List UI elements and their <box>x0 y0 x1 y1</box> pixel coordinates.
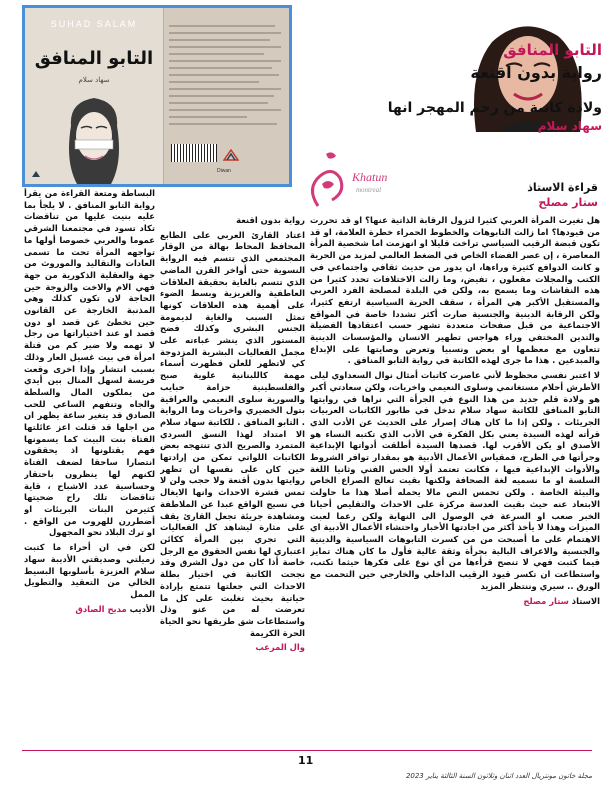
signature-label: الأديب <box>129 603 155 614</box>
gagged-face-illustration <box>63 92 125 184</box>
book-cover-image <box>22 5 292 187</box>
article-title-line4: سهاد سلام <box>537 119 602 133</box>
signature-label: الاستاذ <box>571 595 600 606</box>
cover-author-en: SUHAD SALAM <box>50 19 138 29</box>
footer-issue-text: مجلة خاتون مونتريال العدد اثنان وثلاثون السنة الثالثة يناير 2023 <box>405 772 592 780</box>
byline-label: قراءة الاستاذ <box>527 181 598 194</box>
barcode-icon <box>171 144 217 162</box>
signature-middle: وال المرعب <box>255 642 305 653</box>
cover-author-ar: سهاد سلام <box>78 76 110 84</box>
paragraph-heading: رواية بدون اقنعة <box>236 215 305 225</box>
signature-name: ستار مصلح <box>523 595 569 606</box>
article-title-line3: ولادة كاتبة من رحم المهجر انها <box>387 100 602 116</box>
signature-left <box>24 604 155 616</box>
signature-right <box>310 596 600 608</box>
paragraph: هل تغيرت المرأة العربي كثيرا لتزول الرقابة الذاتية عنها؟ او قد تحررت من قيودها؟ اما زالت التابوهات والخطوط الحمراء خطرة العلامة، او قد تكون قبضة الرقيب السياسي تراخت قليلا او انهزمت اما شخصية المرأة المعاصرة ، إن عصر الفضاء الخاص في الضغط العالمي لمزيد من الحرية و كانت الدوافع كثيرة وراءها، ان يدور من حديث ثقافي واجتماعي في الكتب والمجلات مفعلون ، تفيض، وما زالت الاختلافات تحدد كثيرا من هذه النقاشات وما يسمح به، ولكن في البلدة لمصلحة الفرد العربي والمستقبل الأكبر هي المرأة ، سقف الحرية السياسية ارتفع كثيرا، ولكن الرقابة الدينية والجنسية صارت أكثر تشددا خاصة في المواقع الاجتماعية من قبل صفحات متعددة تشهر حسب اعتقادها الفضيلة والتدين المختفي وراء هواجس تطهير الانسان والمؤسسات الدينية تتعاون مع معظمها او بعض ونسبيا وتعرض وصايتها على الإبداع والمبدعين . هذا ما جرى لهذه الكاتبة في رواية التابو المنافق . <box>310 215 600 366</box>
publisher-mark-icon <box>31 170 41 178</box>
logo-text: Khatun <box>352 170 388 184</box>
byline-name: ستار مصلح <box>538 196 598 209</box>
footer-divider <box>22 750 592 751</box>
byline <box>527 180 598 210</box>
cover-title: التابو المنافق <box>34 48 154 69</box>
article-column-left <box>24 188 155 750</box>
page-number: 11 <box>298 754 314 767</box>
publisher-logo-icon <box>223 148 239 162</box>
paragraph: لا اعتبر نفسي محظوظ لأني عاصرت كاتبات أمثال نوال السعداوي ليلى الأطرش أحلام مستغانمي وسلوى النعيمي واخريات، ولكن سعادتي أكبر هو ولادة قلم جديد من هذا النوع في الجرأة التي نراها في روايتها التابو المنافق للكاتبة سهاد سلام تدخل في طابور الكاتبات العربيات الجريئات . ولكن إذا ما كان هناك إصرار على الحديث عن الأدب الذي قرأته لهذه السيدة يعني بكل الفكرة في الأدب الذي تكتبه النساء هو الأصدق او يكن الأقرب لها. قصدها السيدة أطلقت أدواتها الإبداعية وجرأتها في الطرح، فمقياس الأعمال الأدبية هو بمقدار توافر الشروط والأدوات الإبداعية فيها ، فكانت تعتمد أولا الحس الفني وثانيا اللغة السلسة او ما نسميه لغة الصحافة ولكنها بقيت تعالج الصراع الخاص والبيئة الخاصة . ولكن تحمس النص مالا يحمله أصلا هذا ما حاولت الابتعاد عنه حيث بقيت العدسة مركزة على الاحداث والتقليص أحيانا الخبر صعب او السرعة في الوصول الى النهاية ولكن رعما لعبت الميزات وهذا لا يأخذ أكثر من اجادتها الأخبار واحتشاء الأعمال الأدبية اي الاهتمام على ما أصبحت من من كسرت التابوهات السياسية والدينية والجنسية والاعراف البالية بجرأة وثقة عالية فأول ما كان هناك تمايز فيما كتبت فهي لا تنصح قرأءها من أي نوع على فكرها حيثما تكتب، واستطاعت ان تكسر قيود الرقيب الداخلي والخارجي حين التحمت مع الورق .. سيري وننتظر المزيد <box>310 370 600 591</box>
signature-name: مديح الصادق <box>75 603 127 614</box>
paragraph: لكن في ان أحراء ما كتبت زميلتي وصديقتي الأديبة سهاد سلام العزيزة بأسلوبها البسيط الخالي من التعقيد والتطويل الممل <box>24 542 155 599</box>
book-front-cover <box>25 8 164 184</box>
article-column-middle <box>160 215 305 750</box>
book-back-cover <box>161 8 289 184</box>
article-title-block <box>302 40 602 134</box>
publisher-name: Diwan <box>217 168 231 174</box>
paragraph: البساطة ومتعة القراءة من يقرأ رواية التابو المنافق . لا يلجأ بما عليه بنيت عليها من تناقضات تكاد تسود في مجتمعنا الشرقي عموما والعربي خصوصا أولها ما تواجهه المرأة تحت ما تسمى العادات والتقاليد والموروث من جهة والعقلية الذكورية من جهة فهي الام والاخت والزوجة حين الحاجة لان تكون كذلك وهي المذنبة الخارجة عن القانون حين تخطئ عن قصد او دون قصد او عند اختياراتها من رجل لا تهمه ولا ضير كم من قتلة امرأة في بيت غسيل العار وذلك بسبب انتشار وإذا اخرى وقعت فريسة لسهل المنال بين أيدي من يملكون المال والسلطة والجاه وتنفهم الساعي للحب الصادق قد يتغير ساعة يظهر ان من اجلها قد قتلت اعز عائلتها الفتاة بنت البيت كما يسمونها فهم يقتلونها اذ يحققون انتصارا ساحقا لضعف الفتاة لكنهم لها ينظرون باحتقار وحساسية عدد الاشباح ، قاية تناقضات تلك راح ضحيتها كثيرمن البنات البريئات او أضطررن للهروب من الواقع . او ترك البلاد نحو المجهول <box>24 188 155 538</box>
article-column-right <box>310 215 600 750</box>
article-title-line1: التابو المنافق <box>503 41 602 59</box>
logo-subtitle: montreal <box>356 186 382 194</box>
article-title-line2: رواية بدون اقنعة <box>470 63 602 82</box>
paragraph: اعتاد القارئ العربي على الطابع المحافظ المحاط بهالة من الوقار المجتمعي الذي تتسم فيه الرواية النسوية حتى أواخر القرن الماضي الذي تتسم بالغاية بحقيقة العلاقات العاطفية والغريزية وبسط الضوء على أهمية هذه العلاقات كونها تمثل السبب والغاية لديمومة الجنس البشري وكذلك فضح المستور الذي ينشر عباءته على مجمل الفعاليات البشرية المزدوجة كي لاتظهر للعلن فظهرت أسماء مهمة كاللبنانية علوية صبح والفلسطينية حزامة حبايب والسورية سلوى النعيمي والعراقية بتول الخضيري واخريات وما الرواية . التابو المنافق . للكاتبة سهاد سلام الا امتداد لهذا النسق السردي المتمرد والصريح الذي تنتهجه بعض الكاتبات اللواتي تمكن من إرادتها حين كان على نفسها ان تظهر روايتها بدون أقنعة ولا حجب ولن لا تمس قشرة الاحداث وانها الايغال في نسيج الواقع عبدا عن الملاطفة ومشاهدة جريئة تجعل القارئ يقف على مثارة ليشاهد كل الفعاليات التي تجري بين المرأة ككائن اعتباري لها نفس الحقوق مع الرجل خاصة أذا كان من دول الشرق وقد نجحت الكاتبة في اختيار بطلة الاحداث التي جعلتها تتمتع بإرادة حياتية بحيث تغلبت على كل ما تعرضت له من عنو وذل واستطاعات شق طريقها نحو الحياة الحرة الكريمة <box>160 229 305 638</box>
